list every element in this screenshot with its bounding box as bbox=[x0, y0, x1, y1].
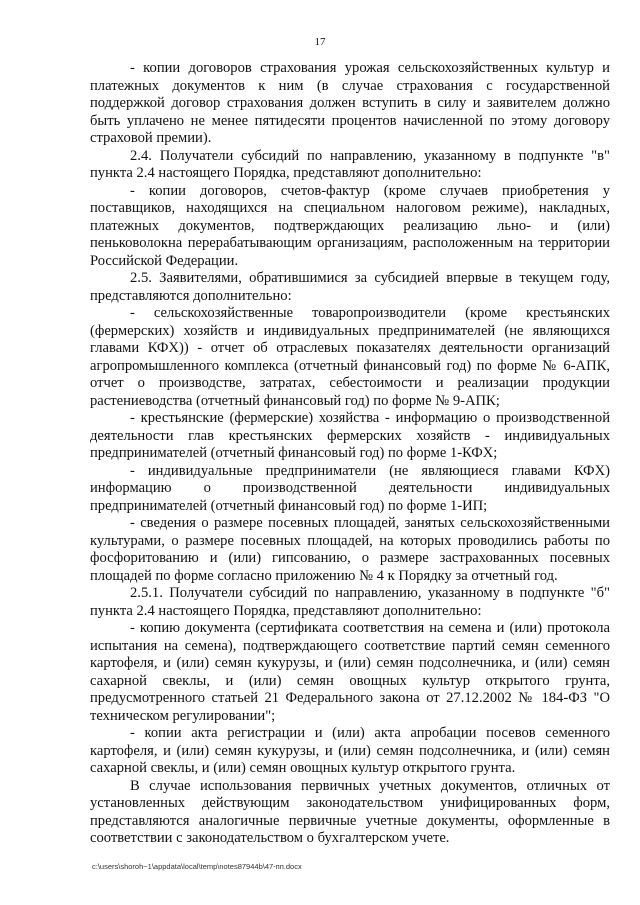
paragraph-flax-contracts: - копии договоров, счетов-фактур (кроме случаев приобретения у поставщиков, находящихся на специальном налоговом режиме), накладных, платежных документов, подтверждающих реализацию льно- и (или) пеньковолокна перерабатывающим организациям, расположенным на территории Российской Федерации. bbox=[90, 182, 610, 269]
paragraph-2-4: 2.4. Получатели субсидий по направлению, указанному в подпункте "в" пункта 2.4 настоящего Порядка, представляют дополнительно: bbox=[90, 147, 610, 181]
paragraph-2-5: 2.5. Заявителями, обратившимися за субсидией впервые в текущем году, представляются дополнительно: bbox=[90, 270, 610, 304]
paragraph-farm-households: - крестьянские (фермерские) хозяйства - информацию о производственной деятельности глав крестьянских фермерских хозяйств - индивидуальных предпринимателей (отчетный финансовый год) по форме 1-КФХ; bbox=[90, 410, 610, 461]
paragraph-insurance-contracts: - копии договоров страхования урожая сельскохозяйственных культур и платежных документов к ним (в случае страхования с государственной поддержкой договор страхования должен вступить в силу и заявителем должно быть уплачено не менее пятидесяти процентов начисленной по этому договору страховой премии). bbox=[90, 60, 610, 146]
paragraph-primary-documents: В случае использования первичных учетных документов, отличных от установленных действующим законодательством унифицированных форм, представляются аналогичные первичные учетные документы, оформленные в соответствии с законодательством о бухгалтерском учете. bbox=[90, 777, 610, 846]
paragraph-sown-areas: - сведения о размере посевных площадей, занятых сельскохозяйственными культурами, о размере посевных площадей, на которых проводились работы по фосфоритованию и (или) гипсованию, о размере застрахованных посевных площадей по форме согласно приложению № 4 к Порядку за отчетный год. bbox=[90, 515, 610, 584]
paragraph-approbation-act: - копии акта регистрации и (или) акта апробации посевов семенного картофеля, и (или) семян кукурузы, и (или) семян подсолнечника, и (или) семян сахарной свеклы, и (или) семян овощных культур открытого грунта. bbox=[90, 725, 610, 776]
paragraph-2-5-1: 2.5.1. Получатели субсидий по направлению, указанному в подпункте "б" пункта 2.4 настоящего Порядка, представляют дополнительно: bbox=[90, 585, 610, 619]
paragraph-entrepreneurs: - индивидуальные предприниматели (не являющиеся главами КФХ) информацию о производственной деятельности индивидуальных предпринимателей (отчетный финансовый год) по форме 1-ИП; bbox=[90, 462, 610, 514]
document-body bbox=[90, 60, 610, 848]
page-number: 17 bbox=[314, 36, 326, 48]
paragraph-seed-certificate: - копию документа (сертификата соответствия на семена и (или) протокола испытания на семена), подтверждающего соответствие партий семян семенного картофеля, и (или) семян кукурузы, и (или) семян подсолнечника, и (или) семян сахарной свеклы, и (или) семян овощных культур открытого грунта, предусмотренного статьей 21 Федерального закона от 27.12.2002 № 184-ФЗ "О техническом регулировании"; bbox=[90, 620, 610, 724]
file-path-footer: c:\users\shoroh~1\appdata\local\temp\notes87944b\47-пп.docx bbox=[92, 862, 302, 871]
paragraph-agricultural-producers: - сельскохозяйственные товаропроизводители (кроме крестьянских (фермерских) хозяйств и индивидуальных предпринимателей (не являющихся главами КФХ)) - отчет об отраслевых показателях деятельности организаций агропромышленного комплекса (отчетный финансовый год) по форме № 6-АПК, отчет о производстве, затратах, себестоимости и реализации продукции растениеводства (отчетный финансовый год) по форме № 9-АПК; bbox=[90, 305, 610, 409]
